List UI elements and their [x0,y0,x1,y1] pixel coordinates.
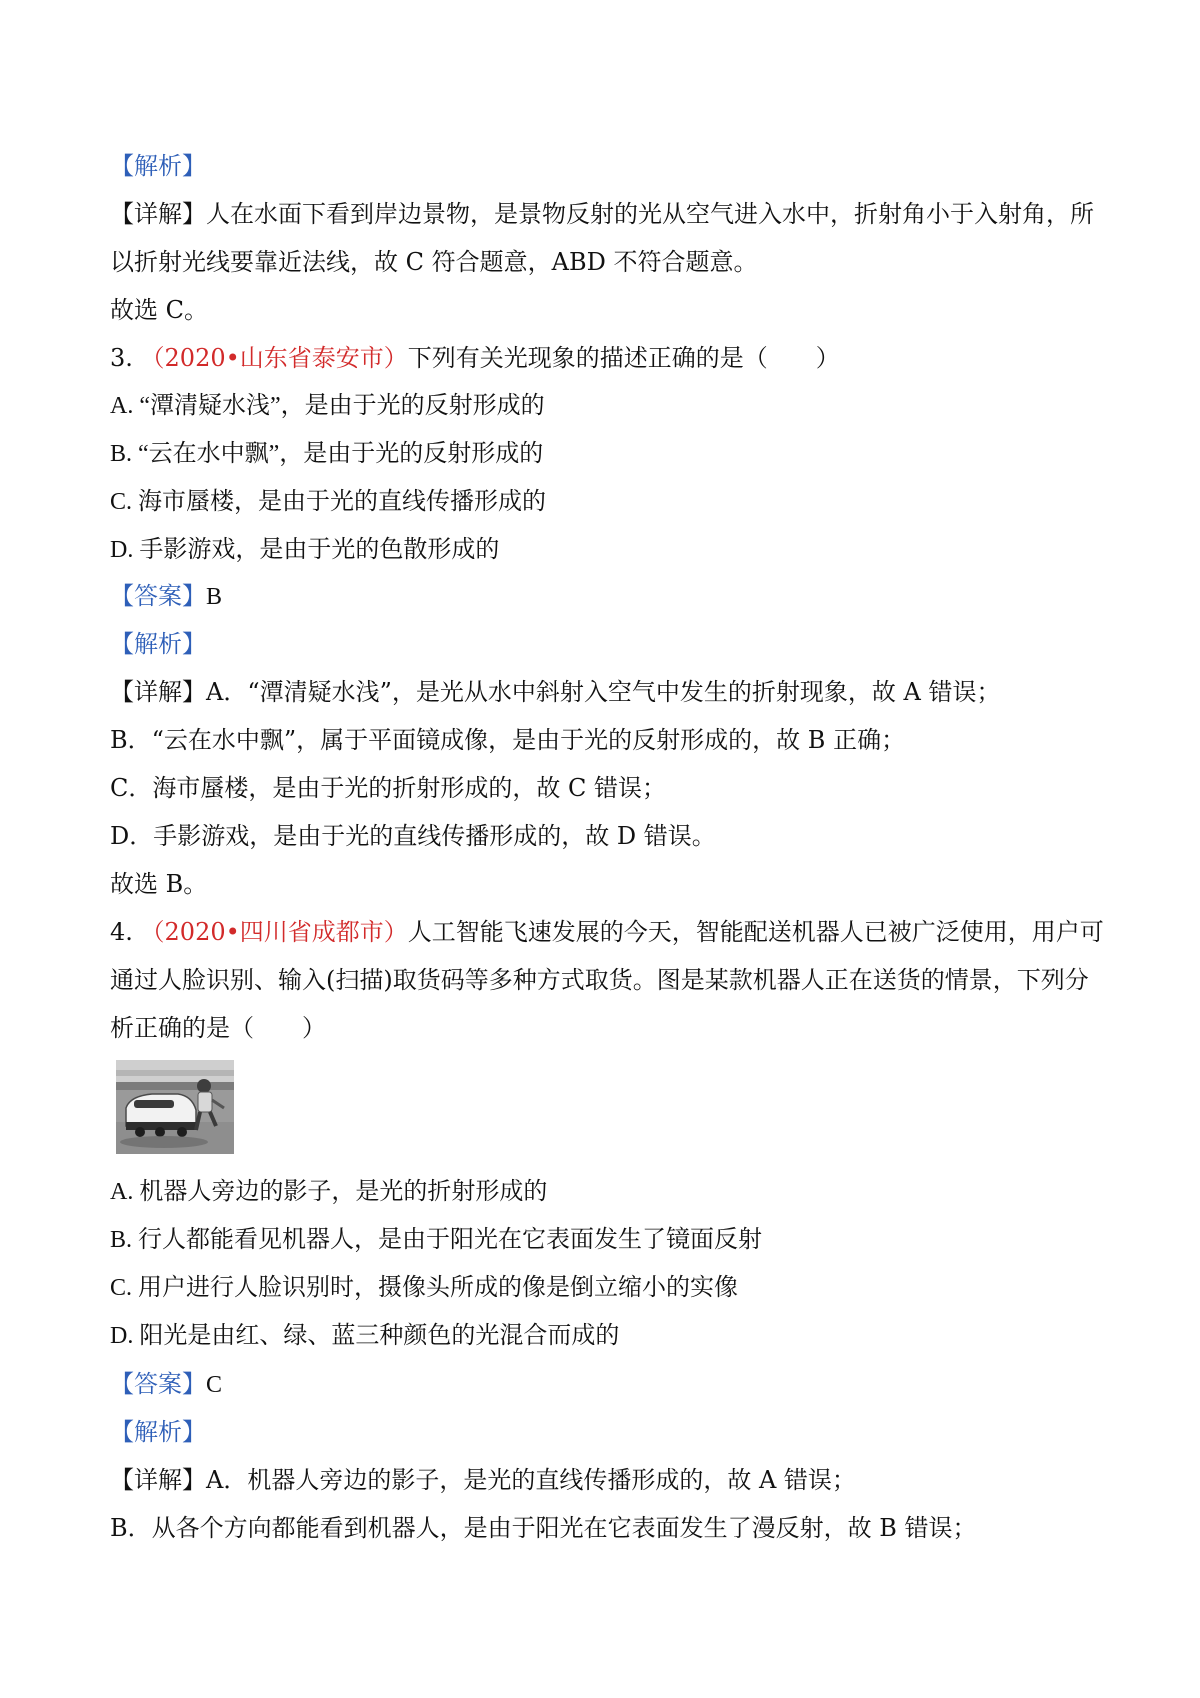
detail-text: B．从各个方向都能看到机器人，是由于阳光在它表面发生了漫反射，故 B 错误； [110,1514,977,1542]
choose-text: 故选 B。 [110,870,208,898]
option-c: C. 海市蜃楼，是由于光的直线传播形成的 [110,489,547,515]
detail-text: 以折射光线要靠近法线，故 C 符合题意，ABD 不符合题意。 [110,248,758,276]
detail-text: 【详解】A．“潭清疑水浅”，是光从水中斜射入空气中发生的折射现象，故 A 错误； [110,678,1001,706]
question-stem-line: 通过人脸识别、输入(扫描)取货码等多种方式取货。图是某款机器人正在送货的情景，下列分 [110,966,1089,994]
answer-row [110,580,222,613]
choose-text: 故选 C。 [110,296,208,324]
option-a: A. “潭清疑水浅”，是由于光的反射形成的 [110,393,545,419]
question-number: 4. [110,918,141,946]
option-b: B. “云在水中飘”，是由于光的反射形成的 [110,441,544,467]
option-d: D. 阳光是由红、绿、蓝三种颜色的光混合而成的 [110,1323,620,1349]
question-stem-line: 析正确的是（ ） [110,1014,326,1042]
option-a: A. 机器人旁边的影子，是光的折射形成的 [110,1179,548,1205]
question-3 [110,342,840,374]
question-number: 3. [110,344,141,372]
question-stem: 人工智能飞速发展的今天，智能配送机器人已被广泛使用，用户可 [407,918,1104,946]
answer-row [110,1368,222,1401]
option-b: B. 行人都能看见机器人，是由于阳光在它表面发生了镜面反射 [110,1227,763,1253]
analysis-label: 【解析】 [110,152,206,180]
question-4 [110,916,1104,948]
question-source: （2020•山东省泰安市） [140,344,408,372]
option-c: C. 用户进行人脸识别时，摄像头所成的像是倒立缩小的实像 [110,1275,739,1301]
question-stem: 下列有关光现象的描述正确的是（ ） [407,344,840,372]
answer-label: 【答案】 [110,1370,206,1398]
detail-text: B．“云在水中飘”，属于平面镜成像，是由于光的反射形成的，故 B 正确； [110,726,906,754]
analysis-label: 【解析】 [110,1418,206,1446]
detail-text: C．海市蜃楼，是由于光的折射形成的，故 C 错误； [110,774,666,802]
answer-value: B [206,584,223,610]
answer-value: C [206,1372,223,1398]
detail-text: 【详解】A．机器人旁边的影子，是光的直线传播形成的，故 A 错误； [110,1466,856,1494]
robot-photo-graphic [116,1060,234,1154]
option-d: D. 手影游戏，是由于光的色散形成的 [110,537,500,563]
question-source: （2020•四川省成都市） [140,918,408,946]
answer-label: 【答案】 [110,582,206,610]
detail-text: 【详解】人在水面下看到岸边景物，是景物反射的光从空气进入水中，折射角小于入射角，所 [110,200,1094,228]
robot-photo [116,1060,234,1154]
analysis-label: 【解析】 [110,630,206,658]
detail-text: D．手影游戏，是由于光的直线传播形成的，故 D 错误。 [110,822,716,850]
